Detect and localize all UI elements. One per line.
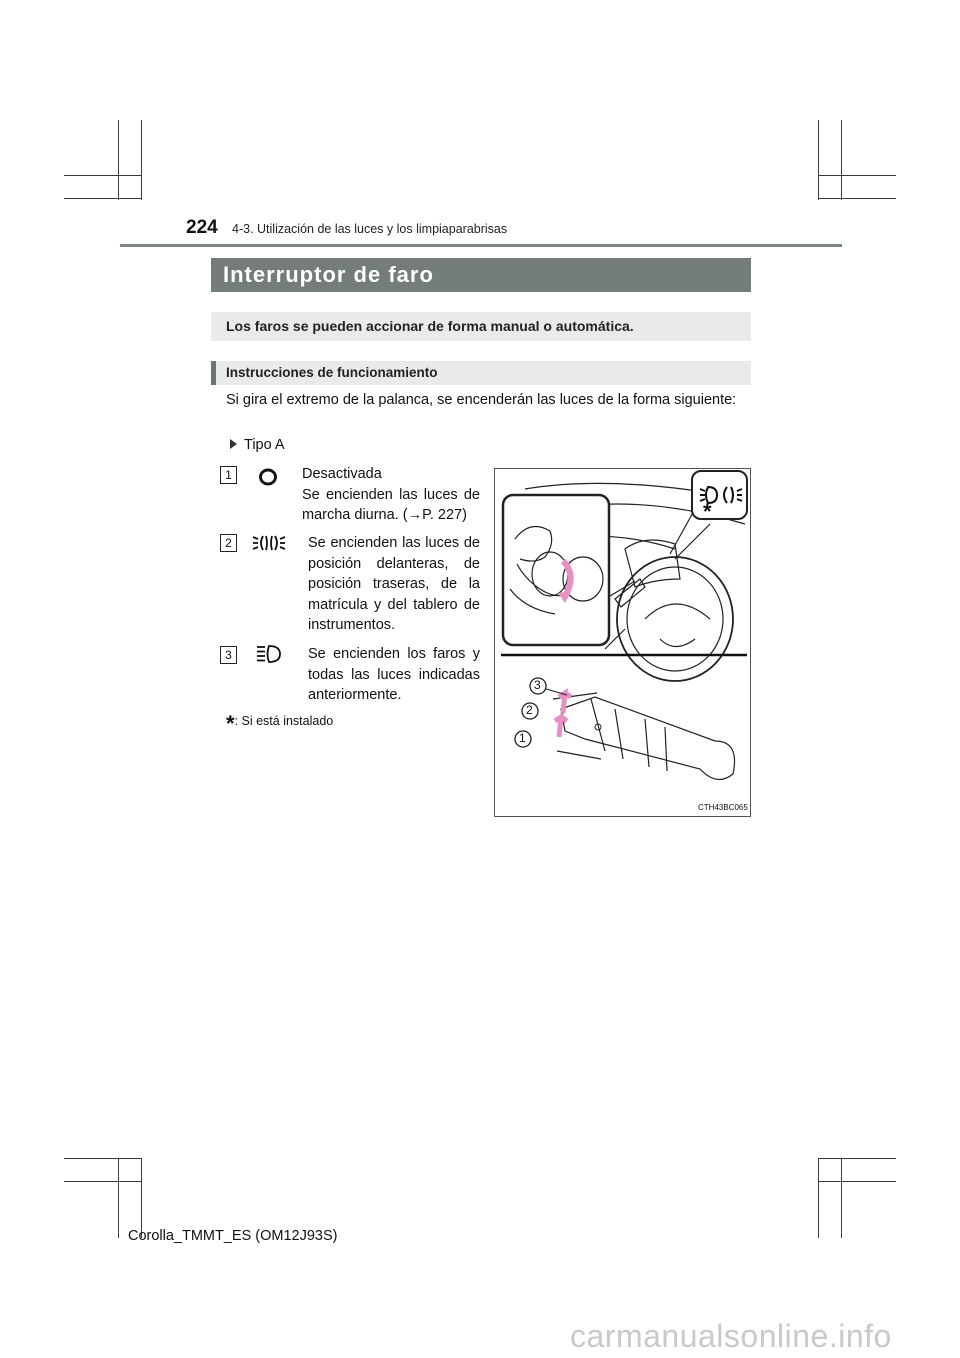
crop-mark (818, 1158, 819, 1238)
item-1-line1: Desactivada (302, 466, 382, 482)
crop-mark (64, 175, 142, 176)
figure-illustration (494, 468, 751, 817)
page-title: Interruptor de faro (211, 258, 751, 292)
crop-mark (64, 1158, 142, 1159)
footnote-star: * (226, 711, 235, 736)
crop-mark (818, 1158, 896, 1159)
figure-code: CTH43BC065 (698, 803, 748, 812)
figure-star: * (703, 499, 712, 524)
position-lamps-icon (252, 533, 286, 553)
sub-heading: Instrucciones de funcionamiento (211, 361, 751, 385)
type-label (230, 437, 285, 453)
crop-mark (841, 120, 842, 200)
crop-mark (818, 198, 896, 199)
intro-box: Los faros se pueden accionar de forma manual o automática. (211, 312, 751, 341)
crop-mark (818, 175, 896, 176)
crop-mark (141, 1158, 142, 1238)
crop-mark (64, 198, 142, 199)
crop-mark (118, 1158, 119, 1238)
footer-doc-id: Corolla_TMMT_ES (OM12J93S) (128, 1228, 338, 1244)
crop-mark (818, 120, 819, 200)
figure-callout-1: 1 (519, 731, 526, 745)
item-number-3: 3 (220, 646, 237, 664)
page-number: 224 (186, 217, 218, 238)
item-1-line2: Se encienden las luces de marcha diurna. (→P. 227) (302, 486, 480, 523)
footnote-text: : Si está instalado (234, 714, 334, 728)
off-circle-icon (258, 468, 278, 486)
item-2-text: Se encienden las luces de posición delanteras, de posición traseras, de la matrícula y del tablero de instrumentos. (308, 535, 480, 633)
crop-mark (64, 1181, 142, 1182)
crop-mark (141, 120, 142, 200)
crop-mark (118, 120, 119, 200)
footnote (226, 711, 333, 737)
item-number-2: 2 (220, 534, 237, 552)
body-paragraph: Si gira el extremo de la palanca, se encenderán las luces de la forma siguiente: (226, 392, 737, 408)
watermark: carmanualsonline.info (570, 1318, 892, 1354)
section-header: 4-3. Utilización de las luces y los limpiaparabrisas (232, 222, 508, 236)
header-rule (120, 244, 842, 247)
item-number-1: 1 (220, 466, 237, 484)
item-1-text (302, 464, 480, 526)
crop-mark (818, 1181, 896, 1182)
triangle-bullet-icon (230, 439, 237, 449)
headlight-icon (256, 644, 282, 664)
figure-callout-3: 3 (534, 678, 541, 692)
figure-callout-2: 2 (526, 703, 533, 717)
crop-mark (841, 1158, 842, 1238)
type-label-text: Tipo A (244, 437, 285, 453)
item-3-text: Se encienden los faros y todas las luces indicadas anteriormente. (308, 646, 480, 703)
